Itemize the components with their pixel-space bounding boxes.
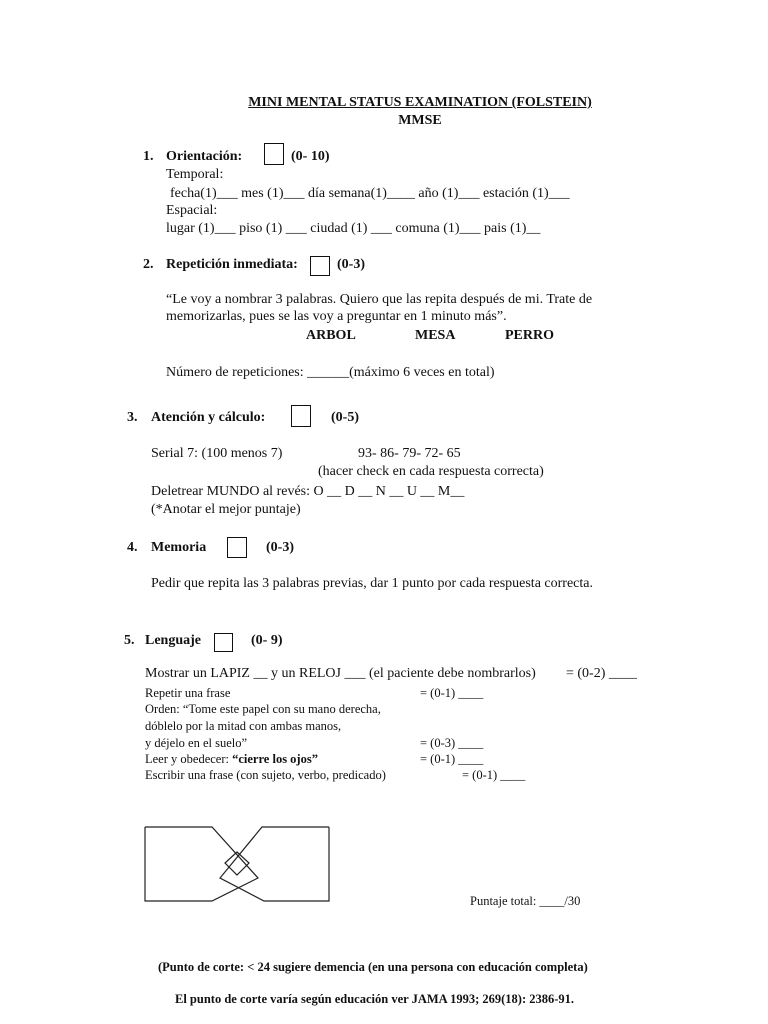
section2-score-box[interactable]: [310, 256, 330, 276]
section5-order-line1: Orden: “Tome este papel con su mano derecha,: [145, 702, 381, 716]
section5-read-prefix: Leer y obedecer:: [145, 752, 233, 766]
section1-spatial-items: lugar (1)___ piso (1) ___ ciudad (1) ___ comuna (1)___ pais (1)__: [166, 221, 541, 236]
section3-number: 3.: [127, 410, 138, 425]
section2-quote-line1: “Le voy a nombrar 3 palabras. Quiero que las repita después de mi. Trate de: [166, 292, 593, 307]
section4-text: Pedir que repita las 3 palabras previas, dar 1 punto por cada respuesta correcta.: [151, 576, 593, 591]
total-score: Puntaje total: ____/30: [470, 894, 581, 908]
section5-number: 5.: [124, 633, 135, 648]
section2-word-arbol: ARBOL: [306, 328, 356, 343]
section4-range: (0-3): [266, 540, 294, 555]
pentagon-right: [220, 827, 329, 901]
document-title: MINI MENTAL STATUS EXAMINATION (FOLSTEIN): [248, 95, 592, 110]
section2-word-mesa: MESA: [415, 328, 456, 343]
section3-range: (0-5): [331, 410, 359, 425]
intersecting-pentagons-figure: [140, 822, 334, 906]
section1-title: Orientación:: [166, 149, 243, 164]
section5-repeat-line: Repetir una frase: [145, 686, 231, 700]
section4-score-box[interactable]: [227, 537, 247, 558]
pentagon-left: [145, 827, 258, 901]
section2-title: Repetición inmediata:: [166, 257, 298, 272]
section4-title: Memoria: [151, 540, 207, 555]
section3-check-note: (hacer check en cada respuesta correcta): [318, 464, 544, 479]
section3-spell: Deletrear MUNDO al revés: O __ D __ N __ U __ M__: [151, 484, 465, 499]
section5-title: Lenguaje: [145, 633, 201, 648]
section1-temporal-label: Temporal:: [166, 167, 224, 182]
section5-range: (0- 9): [251, 633, 283, 648]
section5-write-score: = (0-1) ____: [462, 768, 526, 782]
section5-read-score: = (0-1) ____: [420, 752, 484, 766]
section5-show-score: = (0-2) ____: [566, 666, 637, 681]
section3-title: Atención y cálculo:: [151, 410, 266, 425]
section1-score-box[interactable]: [264, 143, 284, 165]
section3-serial-values: 93- 86- 79- 72- 65: [358, 446, 461, 461]
section3-note: (*Anotar el mejor puntaje): [151, 502, 301, 517]
section5-read-command: “cierre los ojos”: [232, 752, 318, 766]
section5-score-box[interactable]: [214, 633, 233, 652]
section2-number: 2.: [143, 257, 154, 272]
footer-cutoff-note: (Punto de corte: < 24 sugiere demencia (en una persona con educación completa): [158, 960, 588, 974]
section1-number: 1.: [143, 149, 154, 164]
section2-quote-line2: memorizarlas, pues se las voy a preguntar en 1 minuto más”.: [166, 309, 507, 324]
document-subtitle: MMSE: [398, 113, 442, 128]
section5-show-line: Mostrar un LAPIZ __ y un RELOJ ___ (el paciente debe nombrarlos): [145, 666, 536, 681]
section5-order-line2: dóblelo por la mitad con ambas manos,: [145, 719, 342, 733]
section3-serial-label: Serial 7: (100 menos 7): [151, 446, 283, 461]
section5-read-line: [145, 751, 318, 767]
section1-spatial-label: Espacial:: [166, 203, 218, 218]
section2-repetitions: Número de repeticiones: ______(máximo 6 veces en total): [166, 365, 495, 380]
section5-repeat-score: = (0-1) ____: [420, 686, 484, 700]
section2-range: (0-3): [337, 257, 365, 272]
section3-score-box[interactable]: [291, 405, 311, 427]
section5-order-score: = (0-3) ____: [420, 736, 484, 750]
footer-education-note: El punto de corte varía según educación ver JAMA 1993; 269(18): 2386-91.: [175, 992, 575, 1006]
section5-order-line3: y déjelo en el suelo”: [145, 736, 248, 750]
section1-range: (0- 10): [291, 149, 330, 164]
section2-word-perro: PERRO: [505, 328, 554, 343]
section1-temporal-items: fecha(1)___ mes (1)___ día semana(1)____ año (1)___ estación (1)___: [170, 186, 570, 201]
section5-write-line: Escribir una frase (con sujeto, verbo, predicado): [145, 768, 386, 782]
section4-number: 4.: [127, 540, 138, 555]
